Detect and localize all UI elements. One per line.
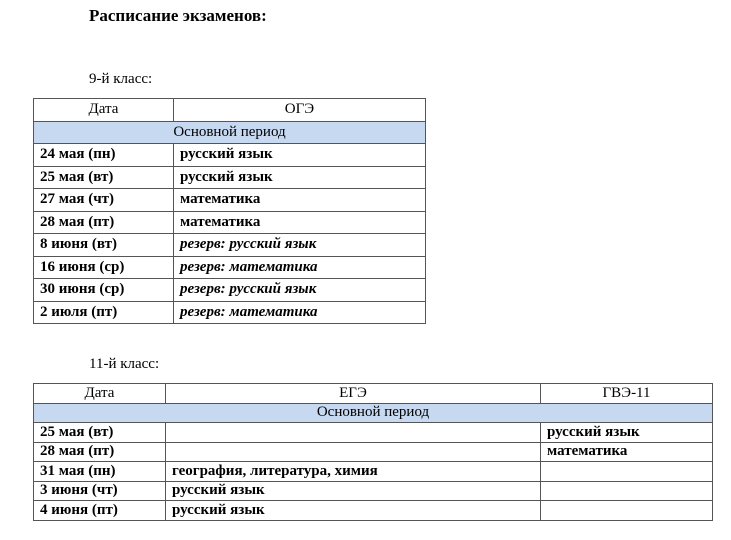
exam-subject-cell: резерв: математика — [174, 301, 426, 324]
gve-subject-cell: математика — [541, 442, 713, 462]
table-row — [34, 189, 426, 212]
exam-date-cell: 28 мая (пт) — [34, 442, 166, 462]
exam-date-cell: 8 июня (вт) — [34, 234, 174, 257]
table-row — [34, 301, 426, 324]
exam-date-cell: 27 мая (чт) — [34, 189, 174, 212]
exam-subject-cell: резерв: математика — [174, 256, 426, 279]
page-title: Расписание экзаменов: — [89, 6, 267, 25]
exam-date-cell: 2 июля (пт) — [34, 301, 174, 324]
exam-date-cell: 4 июня (пт) — [34, 501, 166, 521]
ege-subject-cell: география, литература, химия — [166, 462, 541, 482]
table-row — [34, 501, 713, 521]
table-row — [34, 423, 713, 443]
exam-date-cell: 28 мая (пт) — [34, 211, 174, 234]
table-header-row — [34, 384, 713, 404]
exam-subject-cell: математика — [174, 211, 426, 234]
grade9-caption: 9-й класс: — [89, 71, 153, 87]
grade11-schedule-table — [33, 383, 713, 521]
ege-subject-cell: русский язык — [166, 481, 541, 501]
exam-date-cell: 25 мая (вт) — [34, 423, 166, 443]
period-label: Основной период — [34, 121, 426, 144]
ege-subject-cell — [166, 423, 541, 443]
exam-date-cell: 25 мая (вт) — [34, 166, 174, 189]
gve-subject-cell — [541, 501, 713, 521]
table-row — [34, 462, 713, 482]
exam-subject-cell: математика — [174, 189, 426, 212]
table-row — [34, 442, 713, 462]
grade11-caption: 11-й класс: — [89, 356, 160, 372]
gve-subject-cell: русский язык — [541, 423, 713, 443]
oge-column-header: ОГЭ — [174, 99, 426, 122]
table-header-row — [34, 99, 426, 122]
exam-subject-cell: русский язык — [174, 144, 426, 167]
ege-subject-cell — [166, 442, 541, 462]
exam-date-cell: 31 мая (пн) — [34, 462, 166, 482]
table-row — [34, 256, 426, 279]
table-row — [34, 166, 426, 189]
exam-date-cell: 3 июня (чт) — [34, 481, 166, 501]
gve-subject-cell — [541, 481, 713, 501]
exam-date-cell: 24 мая (пн) — [34, 144, 174, 167]
ege-column-header: ЕГЭ — [166, 384, 541, 404]
gve-column-header: ГВЭ-11 — [541, 384, 713, 404]
period-label: Основной период — [34, 403, 713, 423]
exam-date-cell: 16 июня (ср) — [34, 256, 174, 279]
exam-date-cell: 30 июня (ср) — [34, 279, 174, 302]
exam-subject-cell: русский язык — [174, 166, 426, 189]
date-column-header: Дата — [34, 99, 174, 122]
period-row — [34, 403, 713, 423]
table-row — [34, 481, 713, 501]
ege-subject-cell: русский язык — [166, 501, 541, 521]
date-column-header: Дата — [34, 384, 166, 404]
period-row — [34, 121, 426, 144]
table-row — [34, 279, 426, 302]
exam-subject-cell: резерв: русский язык — [174, 234, 426, 257]
exam-subject-cell: резерв: русский язык — [174, 279, 426, 302]
gve-subject-cell — [541, 462, 713, 482]
grade9-schedule-table — [33, 98, 426, 324]
table-row — [34, 211, 426, 234]
table-row — [34, 234, 426, 257]
table-row — [34, 144, 426, 167]
